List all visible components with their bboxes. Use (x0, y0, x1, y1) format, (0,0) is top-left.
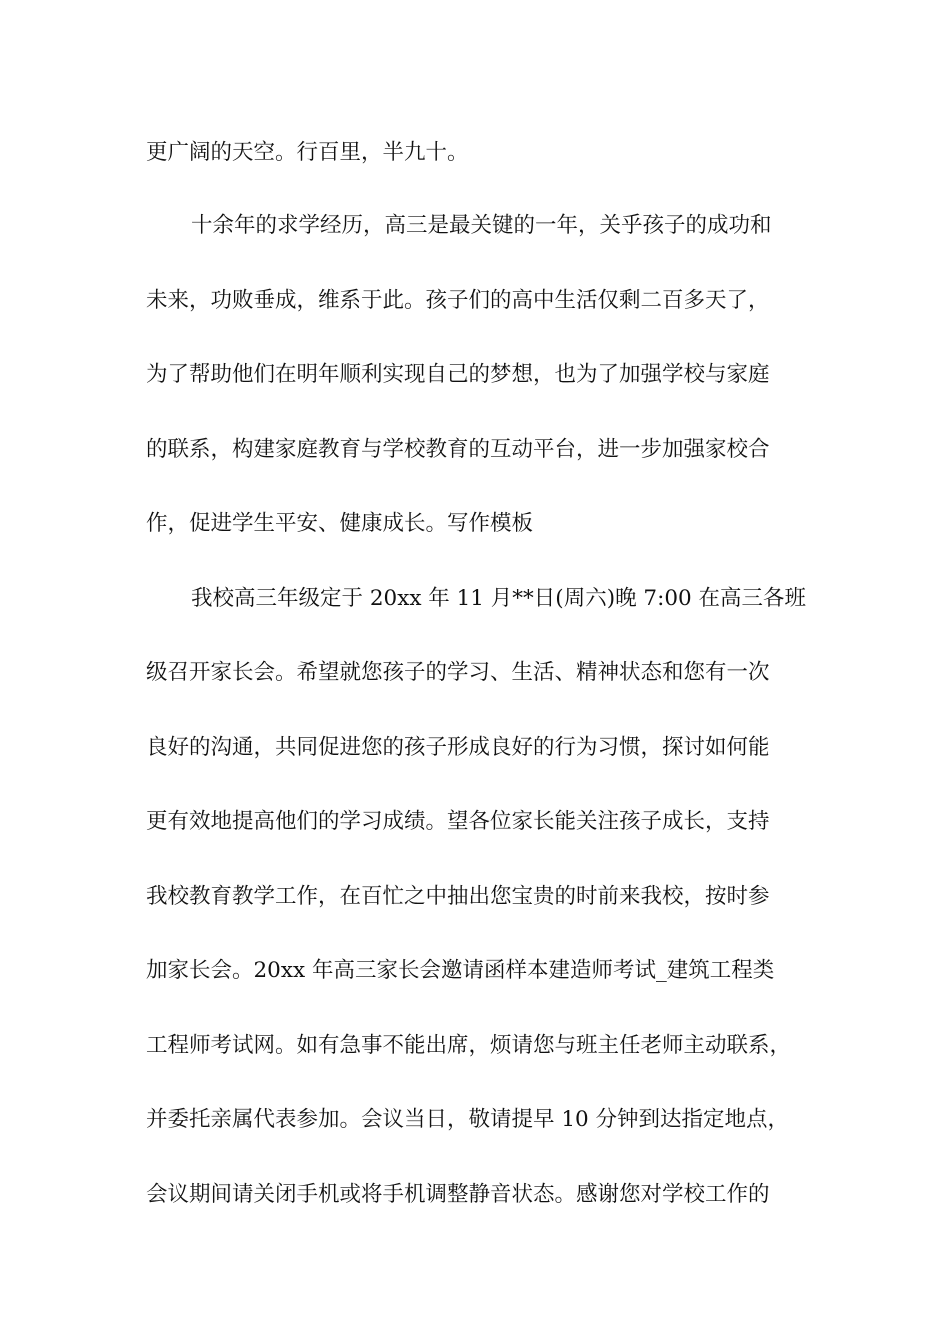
paragraph-3-line-2: 级召开家长会。希望就您孩子的学习、生活、精神状态和您有一次 (146, 660, 770, 685)
paragraph-3-line-1: 我校高三年级定于 20xx 年 11 月**日(周六)晚 7:00 在高三各班 (191, 586, 807, 611)
paragraph-2-line-2: 未来，功败垂成，维系于此。孩子们的高中生活仅剩二百多天了， (146, 288, 770, 313)
paragraph-3-line-6: 加家长会。20xx 年高三家长会邀请函样本建造师考试_建筑工程类 (146, 958, 775, 983)
paragraph-3-line-4: 更有效地提高他们的学习成绩。望各位家长能关注孩子成长，支持 (146, 809, 770, 834)
paragraph-2-line-3: 为了帮助他们在明年顺利实现自己的梦想，也为了加强学校与家庭 (146, 362, 770, 387)
paragraph-3-line-9: 会议期间请关闭手机或将手机调整静音状态。感谢您对学校工作的 (146, 1182, 770, 1207)
text-line-1: 更广阔的天空。行百里，半九十。 (146, 140, 469, 165)
paragraph-2-line-4: 的联系，构建家庭教育与学校教育的互动平台，进一步加强家校合 (146, 437, 770, 462)
paragraph-2-line-5: 作，促进学生平安、健康成长。写作模板 (146, 511, 534, 536)
paragraph-2-line-1: 十余年的求学经历，高三是最关键的一年，关乎孩子的成功和 (191, 213, 772, 238)
paragraph-3-line-7: 工程师考试网。如有急事不能出席，烦请您与班主任老师主动联系， (146, 1033, 792, 1058)
paragraph-3-line-5: 我校教育教学工作，在百忙之中抽出您宝贵的时前来我校，按时参 (146, 884, 770, 909)
paragraph-3-line-3: 良好的沟通，共同促进您的孩子形成良好的行为习惯，探讨如何能 (146, 735, 770, 760)
paragraph-3-line-8: 并委托亲属代表参加。会议当日，敬请提早 10 分钟到达指定地点， (146, 1107, 790, 1132)
